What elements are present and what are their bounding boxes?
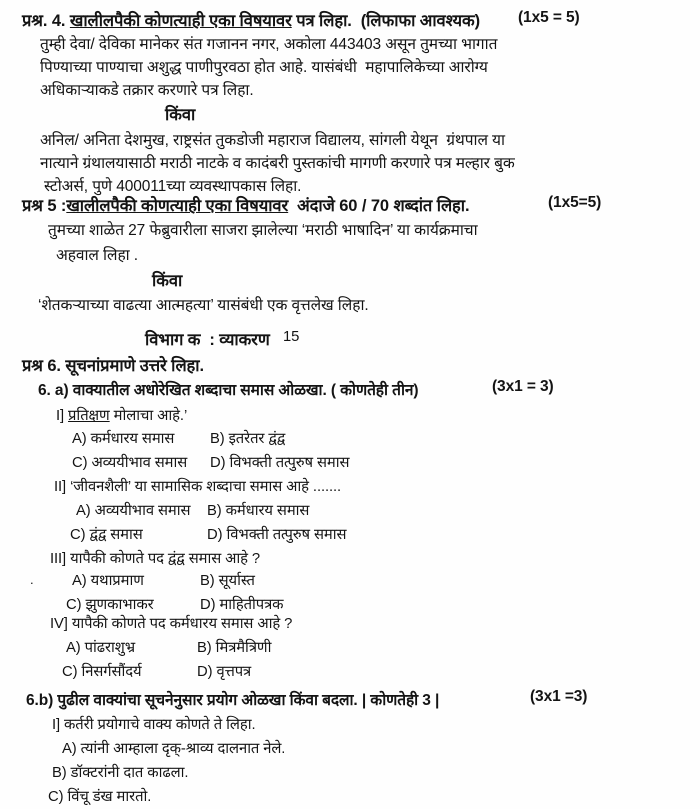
q6a-item-2-option-d xyxy=(207,524,346,544)
option-text: यथाप्रमाण xyxy=(90,573,144,589)
option-text: त्यांनी आम्हाला दृक्-श्राव्य दालनात नेले. xyxy=(80,741,286,757)
q4-option-b-line-3: स्टोअर्स, पुणे 400011च्या व्यवस्थापकास लिहा. xyxy=(44,178,302,195)
q4-heading-suffix: पत्र लिहा. (लिफाफा आवश्यक) xyxy=(291,12,480,30)
section-label: विभाग क : व्याकरण xyxy=(145,331,270,349)
option-text: अव्ययीभाव समास xyxy=(94,503,191,519)
q6b-option-b xyxy=(52,762,188,782)
stray-dot-mark: . xyxy=(30,572,34,587)
q4-heading-underlined: खालीलपैकी कोणत्याही एका विषयावर xyxy=(69,12,292,30)
q4-option-b-line-2: नात्याने ग्रंथालयासाठी मराठी नाटके व कादंबरी पुस्तकांची मागणी करणारे पत्र मल्हार बुक xyxy=(40,155,515,172)
q5-heading-suffix: अंदाजे 60 / 70 शब्दांत लिहा. xyxy=(288,197,470,215)
q4-heading-prefix: प्रश्र. 4. xyxy=(22,12,70,30)
option-text: वृत्तपत्र xyxy=(216,664,252,680)
q6a-item-3-option-c xyxy=(66,594,154,614)
q6a-item-2-option-b xyxy=(207,500,309,520)
option-text: डॉक्टरांनी दात काढला. xyxy=(70,765,189,781)
option-text: विभक्ती तत्पुरुष समास xyxy=(226,527,347,543)
option-key: A) xyxy=(76,503,91,519)
q6-heading: प्रश्र 6. सूचनांप्रमाणे उत्तरे लिहा. xyxy=(22,357,204,375)
q4-marks: (1x5 = 5) xyxy=(518,9,580,26)
option-text: द्वंद्व समास xyxy=(89,527,143,543)
option-key: B) xyxy=(200,573,215,589)
q6b-item-1-text: कर्तरी प्रयोगाचे वाक्य कोणते ते लिहा. xyxy=(64,717,256,733)
q6b-option-c xyxy=(48,786,151,806)
q6a-item-4-number: IV] xyxy=(50,616,68,632)
q6b-marks: (3x1 =3) xyxy=(530,688,588,705)
option-key: A) xyxy=(66,640,81,656)
q5-option-a-line-1: तुमच्या शाळेत 27 फेब्रुवारीला साजरा झालेल्या ‘मराठी भाषादिन’ या कार्यक्रमाचा xyxy=(48,222,478,239)
q6a-item-1-option-b xyxy=(210,428,285,448)
q5-option-b-line-1: ‘शेतकऱ्याच्या वाढत्या आत्महत्या’ यासंबंधी एक वृत्तलेख लिहा. xyxy=(38,297,369,314)
q6a-item-3-option-d xyxy=(200,594,283,614)
q6a-item-4-option-a xyxy=(66,637,135,657)
option-key: D) xyxy=(200,597,216,613)
q6a-item-4-option-d xyxy=(197,661,251,681)
option-text: विभक्ती तत्पुरुष समास xyxy=(229,455,350,471)
option-key: C) xyxy=(48,789,64,805)
option-text: सूर्यास्त xyxy=(218,573,255,589)
option-text: पांढराशुभ्र xyxy=(84,640,136,656)
option-text: कर्मधारय समास xyxy=(225,503,310,519)
option-key: C) xyxy=(66,597,82,613)
option-text: माहितीपत्रक xyxy=(219,597,284,613)
q4-option-a-line-3: अधिकाऱ्याकडे तक्रार करणारे पत्र लिहा. xyxy=(40,82,254,99)
q6b-item-1-number: I] xyxy=(52,717,61,733)
q6a-item-3-option-a xyxy=(72,570,144,590)
option-text: झुणकाभाकर xyxy=(85,597,154,613)
q5-option-a-line-2: अहवाल लिहा . xyxy=(56,247,139,264)
q6b-heading: 6.b) पुढील वाक्यांचा सूचनेनुसार प्रयोग ओळखा किंवा बदला. | कोणतेही 3 | xyxy=(26,692,440,709)
option-text: अव्ययीभाव समास xyxy=(91,455,188,471)
q6a-item-2-option-a xyxy=(76,500,190,520)
section-marks: 15 xyxy=(283,329,300,345)
q6a-item-2-number: II] xyxy=(54,479,67,495)
q6a-item-4-stem-rest: यापैकी कोणते पद कर्मधारय समास आहे ? xyxy=(71,616,293,632)
q6a-heading: 6. a) वाक्यातील अधोरेखित शब्दाचा समास ओळखा. ( कोणतेही तीन) xyxy=(38,382,419,399)
option-text: इतरेतर द्वंद्व xyxy=(228,431,286,447)
q5-marks: (1x5=5) xyxy=(548,194,602,211)
q6a-item-1-underlined-word: प्रतिक्षण xyxy=(68,408,110,424)
q6a-marks: (3x1 = 3) xyxy=(492,378,554,395)
q6a-item-1-number: I] xyxy=(56,408,65,424)
q6b-item-1-stem xyxy=(52,714,255,734)
q6a-item-3-stem xyxy=(50,548,260,568)
option-key: B) xyxy=(207,503,222,519)
q6a-item-2-stem-rest: ‘जीवनशैली’ या सामासिक शब्दाचा समास आहे ....... xyxy=(70,479,342,495)
q6a-item-3-number: III] xyxy=(50,551,67,567)
q6a-item-4-option-c xyxy=(62,661,142,681)
option-text: विंचू डंख मारतो. xyxy=(67,789,152,805)
option-key: C) xyxy=(70,527,86,543)
option-text: निसर्गसौंदर्य xyxy=(81,664,142,680)
option-key: A) xyxy=(62,741,77,757)
q5-heading-prefix: प्रश्र 5 : xyxy=(22,197,67,215)
q6a-item-1-stem xyxy=(56,405,187,425)
option-key: B) xyxy=(210,431,225,447)
q5-or-label: किंवा xyxy=(152,272,183,290)
q4-option-a-line-1: तुम्ही देवा/ देविका मानेकर संत गजानन नगर, अकोला 443403 असून तुमच्या भागात xyxy=(40,36,498,53)
q4-option-b-line-1: अनिल/ अनिता देशमुख, राष्ट्रसंत तुकडोजी महाराज विद्यालय, सांगली येथून ग्रंथपाल या xyxy=(40,132,505,149)
q4-heading xyxy=(22,8,480,31)
q5-heading xyxy=(22,193,469,216)
q5-heading-underlined: खालीलपैकी कोणत्याही एका विषयावर xyxy=(66,197,289,215)
q6a-item-1-option-a xyxy=(72,428,174,448)
option-key: A) xyxy=(72,431,87,447)
q6a-item-1-stem-rest: मोलाचा आहे.’ xyxy=(109,408,188,424)
q6b-option-a xyxy=(62,738,285,758)
option-key: B) xyxy=(197,640,212,656)
q6a-item-1-option-c xyxy=(72,452,187,472)
option-key: B) xyxy=(52,765,67,781)
q4-option-a-line-2: पिण्याच्या पाण्याचा अशुद्ध पाणीपुरवठा होत आहे. यासंबंधी महापालिकेच्या आरोग्य xyxy=(40,59,488,76)
q6a-item-3-stem-rest: यापैकी कोणते पद द्वंद्व समास आहे ? xyxy=(70,551,261,567)
option-key: C) xyxy=(62,664,78,680)
option-text: मित्रमैत्रिणी xyxy=(215,640,272,656)
q6a-item-4-stem xyxy=(50,613,292,633)
option-key: D) xyxy=(207,527,223,543)
option-key: D) xyxy=(197,664,213,680)
q6a-item-1-option-d xyxy=(210,452,349,472)
q6a-item-2-option-c xyxy=(70,524,143,544)
option-text: कर्मधारय समास xyxy=(90,431,175,447)
option-key: D) xyxy=(210,455,226,471)
option-key: C) xyxy=(72,455,88,471)
q4-or-label: किंवा xyxy=(165,106,196,124)
option-key: A) xyxy=(72,573,87,589)
q6a-item-2-stem xyxy=(54,476,341,496)
q6a-item-3-option-b xyxy=(200,570,255,590)
q6a-item-4-option-b xyxy=(197,637,271,657)
